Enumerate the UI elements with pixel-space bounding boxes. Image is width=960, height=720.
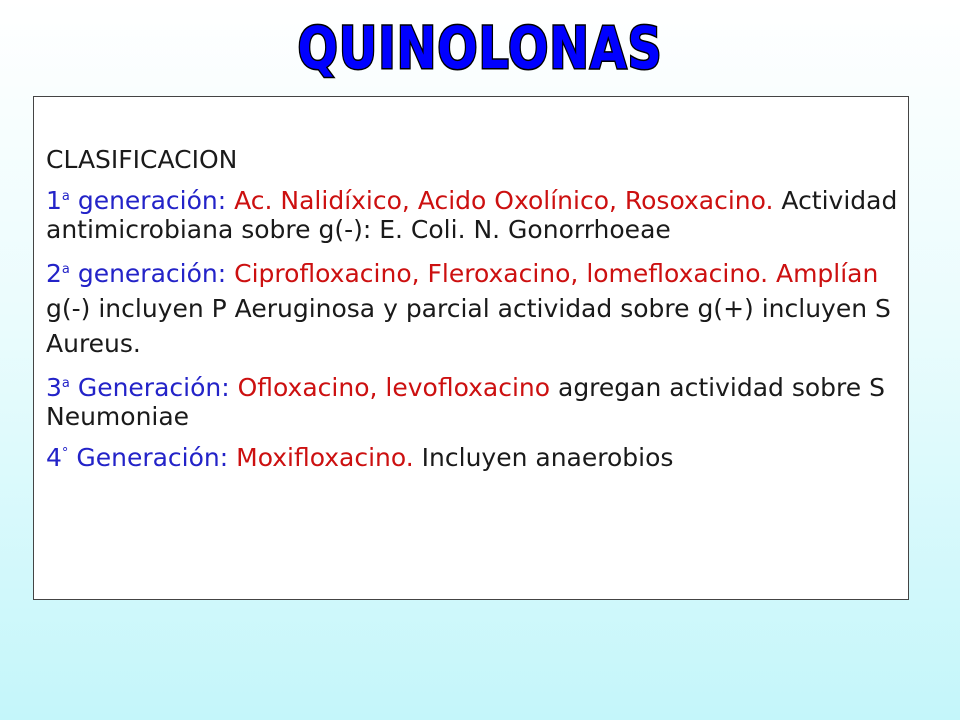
page-title: QUINOLONAS — [297, 14, 663, 82]
section-heading: CLASIFICACION — [46, 145, 238, 174]
content-box — [33, 96, 909, 600]
generation-2-number: 2 — [46, 259, 62, 288]
generation-2-drugs: Ciprofloxacino, Fleroxacino, lomefloxacino. Amplían — [234, 259, 879, 288]
generation-4-drugs: Moxifloxacino. — [236, 443, 414, 472]
generation-2-ordinal: a — [61, 262, 70, 277]
generation-1-number: 1 — [46, 186, 62, 215]
generation-4-description: Incluyen anaerobios — [413, 443, 674, 472]
generation-3 — [46, 373, 898, 431]
generation-2-label — [46, 259, 234, 288]
generation-4-label-text: Generación: — [68, 443, 237, 472]
generation-3-number: 3 — [46, 373, 62, 402]
generation-4-number: 4 — [46, 443, 62, 472]
generation-2-description: g(-) incluyen P Aeruginosa y parcial actividad sobre g(+) incluyen S Aureus. — [46, 294, 891, 358]
generation-3-drugs: Ofloxacino, levofloxacino — [237, 373, 551, 402]
generation-2-label-text: generación: — [69, 259, 235, 288]
generation-1-description: Actividad antimicrobiana sobre g(-): E. Coli. N. Gonorrhoeae — [46, 186, 898, 244]
generation-4-ordinal: ° — [61, 446, 69, 461]
generation-3-description: agregan actividad sobre S Neumoniae — [46, 373, 885, 431]
generation-1-label-text: generación: — [69, 186, 235, 215]
generation-1-drugs: Ac. Nalidíxico, Acido Oxolínico, Rosoxacino. — [234, 186, 774, 215]
generation-1-ordinal: a — [61, 189, 70, 204]
generation-3-ordinal: a — [61, 376, 70, 391]
generation-4 — [46, 443, 898, 472]
generation-2 — [46, 256, 898, 361]
generation-3-label — [46, 373, 238, 402]
generation-4-label — [46, 443, 236, 472]
classification-list — [46, 145, 898, 484]
generation-1 — [46, 186, 898, 244]
generation-1-label — [46, 186, 234, 215]
generation-3-label-text: Generación: — [69, 373, 238, 402]
